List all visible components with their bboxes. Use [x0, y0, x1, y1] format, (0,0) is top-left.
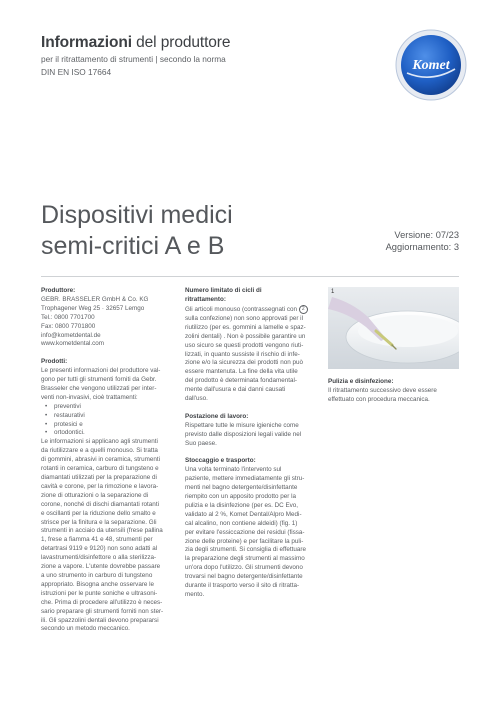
text-line: rotanti in ceramica, carburo di tungsteno e: [41, 465, 159, 473]
update: Aggiornamento: 3: [385, 242, 459, 252]
column-3: [328, 378, 459, 405]
text-line: strumenti in acciaio da utensili (frese pallina: [41, 527, 163, 535]
text-segment: Gli articoli monouso (contrassegnati con: [185, 305, 297, 313]
text-line: previsto dalle disposizioni legali valide nel: [185, 430, 302, 438]
header-title: [41, 34, 230, 52]
text-line: per evitare l'essiccazione dei residui (fissa-: [185, 528, 305, 536]
text-line: pulizia e la disinfezione (per es. DC Evo,: [185, 501, 299, 509]
text-line: dall'uso.: [185, 395, 208, 403]
text-line: riutilizzo (per es. gommini a lamelle e spaz-: [185, 323, 306, 331]
text-line: Suo paese.: [185, 439, 217, 447]
logo-text: Komet: [412, 58, 450, 73]
text-line: secondo un metodo meccanico.: [41, 625, 130, 633]
text-line: la preparazione degli strumenti al massimo: [185, 555, 305, 563]
text-line: trovarsi nel bagno detergente/disinfettante: [185, 573, 303, 581]
text-line: venti non-invasivi, cioè trattamenti:: [41, 393, 138, 401]
figure-number: 1: [331, 289, 335, 295]
text-line: che. Prima di procedere all'utilizzo è neces-: [41, 598, 163, 606]
text-line: del prodotto è determinata fondamental-: [185, 377, 298, 385]
text-line: Una volta terminato l'intervento sul: [185, 466, 282, 474]
komet-logo: [395, 29, 467, 101]
text-line: zia degli strumenti. Si consiglia di effettuare: [185, 546, 306, 554]
text-line: sario preparare gli strumenti forniti non ster-: [41, 607, 164, 615]
list-item: • restaurativi: [54, 412, 169, 421]
text-line: Le presenti informazioni del produttore val-: [41, 367, 161, 375]
text-line: gono per tutti gli strumenti forniti da Gebr.: [41, 376, 157, 384]
producer-line: Fax: 0800 7701800: [41, 322, 96, 330]
text-line: ili. Gli spazzolini dentali devono prepararsi: [41, 616, 159, 624]
text-line: mento.: [185, 590, 205, 598]
text-line: cal alcalino, non contiene aldeidi) (fig. 1): [185, 519, 298, 527]
header-norm: DIN EN ISO 17664: [41, 67, 112, 77]
text-line: zione di otturazioni o la separazione di: [41, 491, 149, 499]
version-block: [386, 229, 459, 253]
text-line: zione a vapore. L'utente dovrebbe passare: [41, 563, 161, 571]
producer-line: GEBR. BRASSELER GmbH & Co. KG: [41, 295, 149, 303]
single-use-symbol-icon: 2: [299, 305, 308, 314]
figure-1-photo: [328, 287, 459, 369]
text-line: menti nel bagno detergente/disinfettante: [185, 484, 298, 492]
header-title-bold: Informazioni: [41, 34, 132, 51]
text-line: appropriato. Bisogna anche osservare le: [41, 580, 155, 588]
text-line: Le informazioni si applicano agli strumenti: [41, 438, 158, 446]
producer-line: Trophagener Weg 25 · 32657 Lemgo: [41, 304, 145, 312]
divider: [41, 276, 459, 277]
text-line: di gommini, abrasivi in ceramica, strumenti: [41, 456, 160, 464]
cycles-heading: ritrattamento:: [185, 295, 226, 303]
text-line: lizzati, in quanto sussiste il rischio di infe-: [185, 350, 300, 358]
text-line: e oscillanti per la riduzione dello smalto e: [41, 509, 156, 517]
treatment-list: [41, 403, 169, 439]
list-item: • preventivi: [54, 403, 169, 412]
text-line: 1, frese a fiamma 41 e 48, strumenti per: [41, 536, 153, 544]
text-line: zione e/o la sicurezza dei prodotti non può: [185, 359, 303, 367]
text-line: a uno strumento in carburo di tungsteno: [41, 571, 153, 579]
version: Versione: 07/23: [394, 230, 459, 240]
text-line: durante il trasporto verso il sito di ritratta-: [185, 582, 300, 590]
document-title: [41, 200, 233, 262]
text-line: cavità e corone, per la rimozione e lavora-: [41, 482, 159, 490]
text-line: istruzioni per le punte soniche e ultrasoni-: [41, 589, 158, 597]
producer-heading: Produttore:: [41, 287, 76, 294]
text-line: detartrasi 9119 e 9120) non sono adatti al: [41, 545, 158, 553]
text-line: riempito con un apposito prodotto per la: [185, 492, 296, 500]
producer-line: Tel.: 0800 7701700: [41, 313, 95, 321]
text-line: strisce per la finitura e la separazione. Gli: [41, 518, 157, 526]
text-line: uso sicuro se questi prodotti vengono riuti-: [185, 341, 304, 349]
workplace-heading: Postazione di lavoro:: [185, 412, 249, 420]
text-line: lavastrumenti/disinfettore o alla sterilizza-: [41, 554, 157, 562]
text-line: Rispettare tutte le misure igieniche come: [185, 421, 299, 429]
title-line-2: semi-critici A e B: [41, 232, 225, 260]
text-line: da riutilizzare e a quelli monouso. Si tratta: [41, 447, 158, 455]
text-line: effettuato con procedura meccanica.: [328, 395, 430, 403]
list-item: • protesici e: [54, 421, 169, 430]
title-line-1: Dispositivi medici: [41, 201, 233, 229]
text-line: paziente, mettere immediatamente gli stru-: [185, 475, 305, 483]
text-line: zolini dentali) . Non è possibile garantire un: [185, 332, 306, 340]
products-heading: Prodotti:: [41, 358, 68, 366]
producer-email: info@kometdental.de: [41, 331, 101, 339]
list-item: • ortodontici.: [54, 429, 169, 438]
header-title-rest: del produttore: [131, 34, 231, 51]
header-subtitle: per il ritrattamento di strumenti | secondo la norma: [41, 54, 226, 64]
text-line: sulla confezione) non sono approvati per il: [185, 314, 303, 322]
text-line: mente dall'usura e dai danni causati: [185, 386, 286, 394]
text-line: Brasseler che vengono utilizzati per inter-: [41, 384, 157, 392]
text-line: validato al 2 %, Komet Dental/Alpro Medi-: [185, 510, 302, 518]
cleaning-heading: Pulizia e disinfezione:: [328, 378, 394, 385]
text-line: [185, 305, 313, 315]
producer-website: www.kometdental.com: [41, 340, 104, 348]
column-1: [41, 287, 169, 634]
text-line: essere mantenuta. La fine della vita utile: [185, 368, 298, 376]
text-line: corone, nonché di dischi diamantati rotanti: [41, 500, 159, 508]
text-line: zione delle proteine) e per facilitare la puli-: [185, 537, 304, 545]
column-2: [185, 287, 313, 600]
text-line: Il ritrattamento successivo deve essere: [328, 386, 437, 394]
text-line: un'ora dopo l'utilizzo. Gli strumenti devono: [185, 564, 303, 572]
cycles-heading: Numero limitato di cicli di: [185, 287, 262, 294]
text-line: diamantati utilizzati per la preparazione di: [41, 474, 157, 482]
cleaning-tray-illustration: [328, 287, 459, 369]
storage-heading: Stoccaggio e trasporto:: [185, 457, 256, 465]
